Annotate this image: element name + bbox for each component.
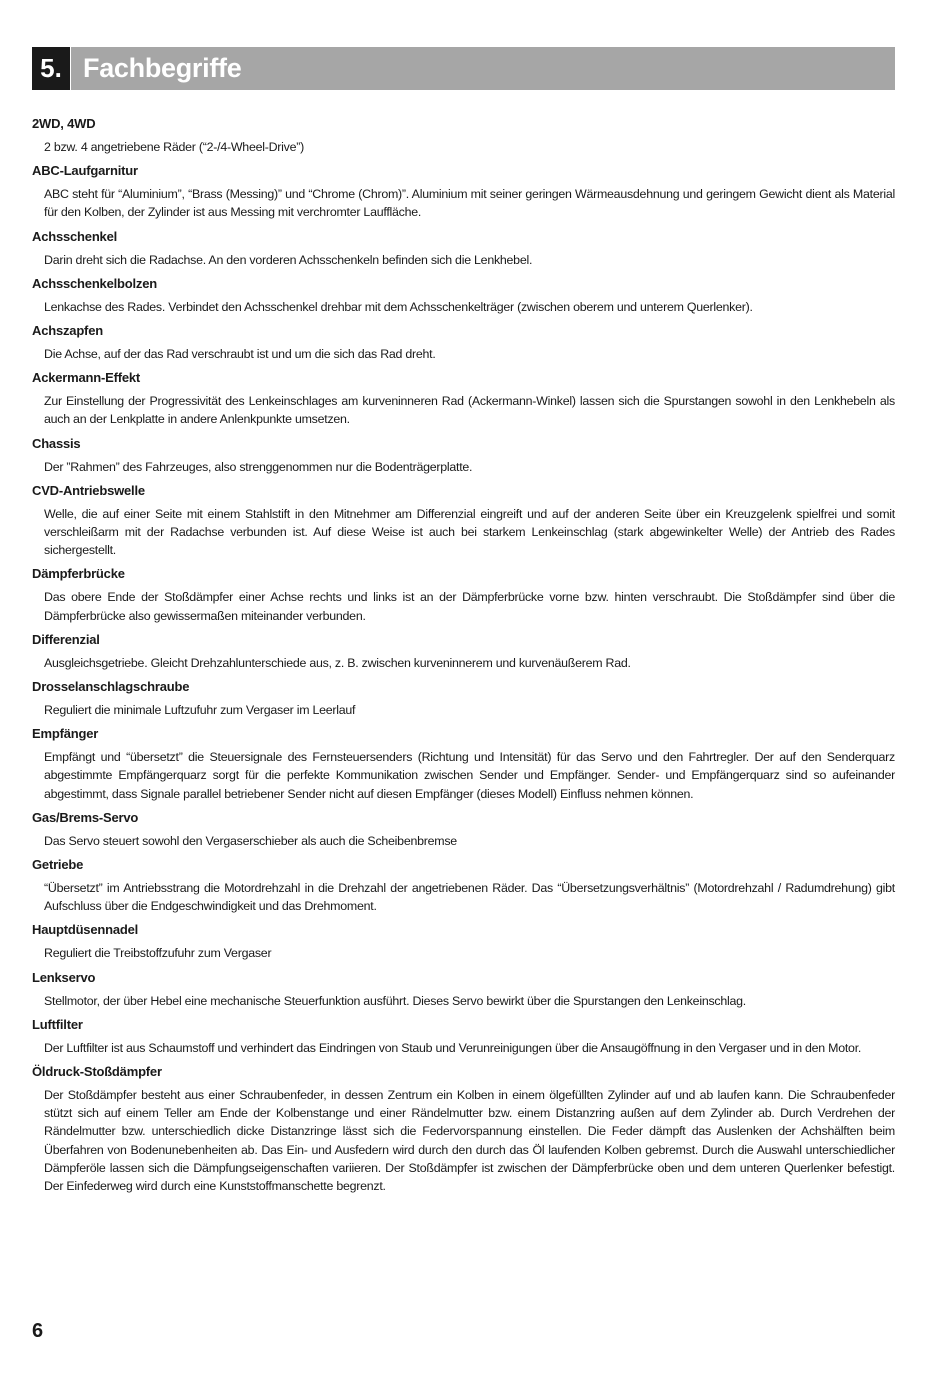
glossary-definition: Die Achse, auf der das Rad verschraubt ist und um die sich das Rad dreht. xyxy=(44,347,436,362)
glossary-entry xyxy=(32,918,895,965)
glossary xyxy=(32,112,895,1198)
glossary-entry xyxy=(32,1060,895,1198)
glossary-entry xyxy=(32,628,895,675)
glossary-definition: Stellmotor, der über Hebel eine mechanische Steuerfunktion ausführt. Dieses Servo bewirkt über die Spurstangen den Lenkeinschlag. xyxy=(44,993,746,1008)
glossary-term: Lenkservo xyxy=(32,969,96,985)
glossary-term: Drosselanschlagschraube xyxy=(32,679,190,695)
glossary-definition: Der Stoßdämpfer besteht aus einer Schraubenfeder, in dessen Zentrum ein Kolben in einem ölgefüllten Zylinder auf und ab laufen kann. Die Schraubenfeder stützt sich auf einem Teller am Ende der Kolbenstange und einer Rändelmutter bzw. einem Distanzring außen auf dem Zylinder ab. Durch Verdrehen der Rändelmutter bzw. unterschiedlich dicke Distanzringe lässt sich die Federvorspannung einstellen. Die Feder dämpft das Auslenken der Achshälften beim Überfahren von Bodenunebenheiten ab. Das Ein- und Ausfedern wird durch den durch das Öl laufenden Kolben gebremst. Durch die Auswahl unterschiedlicher Dämpferöle lassen sich die Dämpfungseigenschaften variieren. Der Stoßdämpfer ist zwischen der Dämpferbrücke oben und dem unteren Querlenker befestigt. Der Einfederweg wird durch eine Kunststoffmanschette begrenzt. xyxy=(44,1088,895,1194)
glossary-term: Achsschenkelbolzen xyxy=(32,275,157,291)
glossary-definition: Ausgleichsgetriebe. Gleicht Drehzahlunterschiede aus, z. B. zwischen kurveninnerem und kurvenäußerem Rad. xyxy=(44,655,631,670)
glossary-term: Getriebe xyxy=(32,857,84,873)
glossary-entry xyxy=(32,806,895,853)
glossary-entry xyxy=(32,319,895,366)
glossary-term: Chassis xyxy=(32,435,81,451)
page-number: 6 xyxy=(32,1320,44,1342)
glossary-term: Luftfilter xyxy=(32,1016,83,1032)
glossary-entry xyxy=(32,112,895,159)
section-number: 5. xyxy=(32,47,70,90)
glossary-entry xyxy=(32,366,895,431)
glossary-entry xyxy=(32,1013,895,1060)
glossary-definition: Zur Einstellung der Progressivität des Lenkeinschlages am kurveninneren Rad (Ackermann-Winkel) lassen sich die Spurstangen sowohl in den Lenkhebeln als auch an der Lenkplatte in andere Anlenkpunkte umsetzen. xyxy=(44,394,895,427)
glossary-entry xyxy=(32,479,895,563)
glossary-term: Achsschenkel xyxy=(32,228,118,244)
glossary-entry xyxy=(32,159,895,224)
glossary-entry xyxy=(32,432,895,479)
glossary-definition: Empfängt und “übersetzt” die Steuersignale des Fernsteuersenders (Richtung und Intensität) für das Servo und den Fahrtregler. Der auf den Senderquarz abgestimmte Empfängerquarz sorgt für die perfekte Kommunikation zwischen Sender und Empfänger. Sender- und Empfängerquarz sind so aufeinander abgestimmt, dass Signale parallel betriebener Sender nicht auf diesen Empfänger (dieses Modell) Einfluss nehmen können. xyxy=(44,750,895,801)
glossary-definition: Das obere Ende der Stoßdämpfer einer Achse rechts und links ist an der Dämpferbrücke vorne bzw. hinten verschraubt. Die Stoßdämpfer sind über die Dämpferbrücke also gewissermaßen miteinander verbunden. xyxy=(44,590,895,623)
glossary-term: Ackermann-Effekt xyxy=(32,370,141,386)
glossary-term: Dämpferbrücke xyxy=(32,566,125,582)
glossary-entry xyxy=(32,272,895,319)
glossary-term: 2WD, 4WD xyxy=(32,116,96,131)
glossary-term: Achszapfen xyxy=(32,323,103,339)
glossary-definition: Reguliert die minimale Luftzufuhr zum Vergaser im Leerlauf xyxy=(44,703,356,718)
glossary-term: Gas/Brems-Servo xyxy=(32,809,139,825)
glossary-definition: Welle, die auf einer Seite mit einem Stahlstift in den Mitnehmer am Differenzial eingreift und auf der anderen Seite über ein Kreuzgelenk spielfrei und somit verschleißarm mit der Radachse verbunden ist. Auf diese Weise ist auch bei starkem Lenkeinschlag (stark abgewinkelter Welle) der Antrieb des Rades sichergestellt. xyxy=(44,506,895,558)
glossary-definition: 2 bzw. 4 angetriebene Räder (“2-/4-Wheel-Drive”) xyxy=(44,140,305,154)
glossary-definition: Reguliert die Treibstoffzufuhr zum Vergaser xyxy=(44,946,272,961)
glossary-entry xyxy=(32,675,895,722)
glossary-definition: Darin dreht sich die Radachse. An den vorderen Achsschenkeln befinden sich die Lenkhebel. xyxy=(44,252,533,267)
glossary-entry xyxy=(32,722,895,806)
glossary-term: Öldruck-Stoßdämpfer xyxy=(32,1064,162,1080)
glossary-entry xyxy=(32,966,895,1013)
glossary-term: Differenzial xyxy=(32,631,100,647)
glossary-definition: Das Servo steuert sowohl den Vergaserschieber als auch die Scheibenbremse xyxy=(44,833,457,848)
section-title: Fachbegriffe xyxy=(83,53,242,83)
glossary-term: CVD-Antriebswelle xyxy=(32,482,145,498)
glossary-definition: “Übersetzt” im Antriebsstrang die Motordrehzahl in die Drehzahl der angetriebenen Räder. Das “Übersetzungsverhältnis” (Motordrehzahl / Radumdrehung) gibt Aufschluss über die Endgeschwindigkeit und das Drehmoment. xyxy=(44,881,895,914)
glossary-term: Hauptdüsennadel xyxy=(32,922,139,938)
glossary-term: Empfänger xyxy=(32,726,99,742)
section-header xyxy=(32,47,895,90)
glossary-definition: Der ”Rahmen” des Fahrzeuges, also strenggenommen nur die Bodenträgerplatte. xyxy=(44,459,473,474)
glossary-entry xyxy=(32,562,895,627)
glossary-entry xyxy=(32,225,895,272)
glossary-definition: ABC steht für “Aluminium”, “Brass (Messing)” und “Chrome (Chrom)”. Aluminium mit seiner geringen Wärmeausdehnung und geringem Gewicht dient als Material für den Kolben, der Zylinder ist aus Messing mit verchromter Lauffläche. xyxy=(44,187,895,220)
glossary-definition: Lenkachse des Rades. Verbindet den Achsschenkel drehbar mit dem Achsschenkelträger (zwischen oberem und unterem Querlenker). xyxy=(44,299,753,314)
glossary-entry xyxy=(32,853,895,918)
glossary-definition: Der Luftfilter ist aus Schaumstoff und verhindert das Eindringen von Staub und Verunreinigungen über die Ansaugöffnung in den Vergaser und in den Motor. xyxy=(44,1040,862,1055)
glossary-term: ABC-Laufgarnitur xyxy=(32,163,138,179)
